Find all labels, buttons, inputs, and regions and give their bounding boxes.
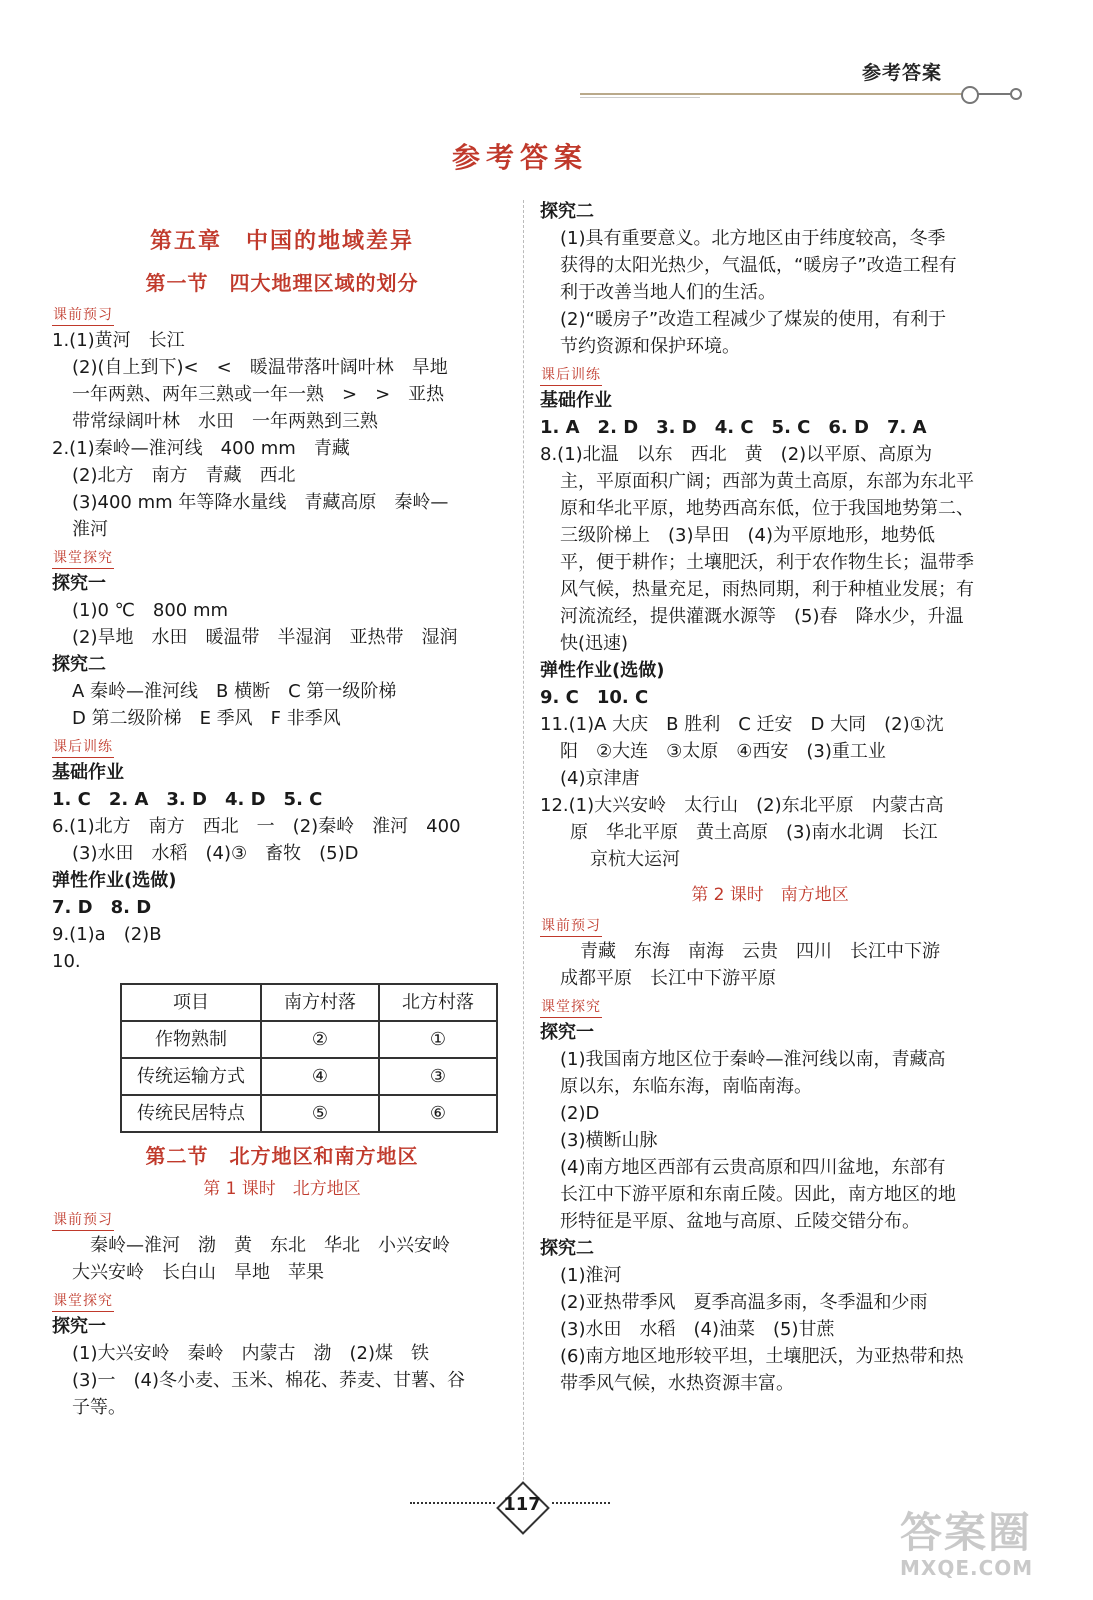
table-cell: 作物熟制 — [121, 1021, 261, 1058]
answer-line: 12.(1)大兴安岭 太行山 (2)东北平原 内蒙古高 — [540, 795, 944, 816]
answer-line: 8.(1)北温 以东 西北 黄 (2)以平原、高原为 — [540, 444, 933, 465]
elastic-homework-title: 弹性作业(选做) — [52, 870, 177, 891]
answer-line: 长江中下游平原和东南丘陵。因此，南方地区的地 — [560, 1184, 956, 1205]
page-title: 参考答案 — [451, 141, 588, 174]
answer-line: 京杭大运河 — [590, 849, 680, 870]
answer-line: (2)(自上到下)< < 暖温带落叶阔叶林 旱地 — [72, 357, 448, 378]
elastic-homework-title: 弹性作业(选做) — [540, 660, 665, 681]
answer-line: 一年两熟、两年三熟或一年一熟 > > 亚热 — [72, 384, 445, 405]
table-cell: ⑤ — [261, 1095, 379, 1132]
lesson-title-1: 第 1 课时 北方地区 — [203, 1179, 361, 1199]
table-cell: ① — [379, 1021, 497, 1058]
table-row — [121, 1095, 497, 1132]
answer-line: 1. C 2. A 3. D 4. D 5. C — [52, 789, 323, 810]
explore-title: 探究二 — [540, 201, 594, 222]
tag-preview: 课前预习 — [540, 916, 602, 937]
answer-line: 秦岭—淮河 渤 黄 东北 华北 小兴安岭 — [90, 1235, 450, 1256]
left-column — [52, 222, 512, 1421]
watermark — [900, 1500, 1080, 1590]
watermark-url: MXQE.COM — [900, 1556, 1034, 1580]
footer-dots-right — [552, 1502, 610, 1504]
header-rule-thin — [580, 97, 700, 98]
basic-homework-title: 基础作业 — [540, 390, 612, 411]
tag-class: 课堂探究 — [540, 997, 602, 1018]
table-row — [121, 1058, 497, 1095]
answer-line: 带季风气候，水热资源丰富。 — [560, 1373, 794, 1394]
chapter-title: 第五章 中国的地域差异 — [149, 229, 414, 254]
answer-line: 大兴安岭 长白山 旱地 苹果 — [72, 1262, 324, 1283]
answer-line: (3)一 (4)冬小麦、玉米、棉花、荞麦、甘薯、谷 — [72, 1370, 465, 1391]
explore-title: 探究一 — [52, 573, 106, 594]
answer-line: 风气候，热量充足，雨热同期，利于种植业发展；有 — [560, 579, 974, 600]
section-title-1: 第一节 四大地理区域的划分 — [145, 271, 419, 295]
footer-dots-left — [410, 1502, 495, 1504]
table-header-cell: 北方村落 — [379, 984, 497, 1021]
answer-line: (2)“暖房子”改造工程减少了煤炭的使用，有利于 — [560, 309, 947, 330]
answer-line: 6.(1)北方 南方 西北 一 (2)秦岭 淮河 400 — [52, 816, 461, 837]
table-header-row — [121, 984, 497, 1021]
table-cell: ④ — [261, 1058, 379, 1095]
answer-line: 淮河 — [72, 519, 108, 540]
answer-line: 子等。 — [72, 1397, 126, 1418]
explore-title: 探究二 — [540, 1238, 594, 1259]
answer-line: 2.(1)秦岭—淮河线 400 mm 青藏 — [52, 438, 350, 459]
answer-line: 7. D 8. D — [52, 897, 152, 918]
basic-homework-title: 基础作业 — [52, 762, 124, 783]
answer-line: (2)北方 南方 青藏 西北 — [72, 465, 296, 486]
answer-line: 10. — [52, 951, 81, 972]
answer-line: 9.(1)a (2)B — [52, 924, 162, 945]
tag-after-class: 课后训练 — [540, 365, 602, 386]
answer-line: 1.(1)黄河 长江 — [52, 330, 185, 351]
explore-title: 探究一 — [52, 1316, 106, 1337]
tag-class: 课堂探究 — [52, 548, 114, 569]
table-row — [121, 1021, 497, 1058]
header-ring-small-icon — [1010, 88, 1022, 100]
answer-line: 1. A 2. D 3. D 4. C 5. C 6. D 7. A — [540, 417, 927, 438]
answer-line: 11.(1)A 大庆 B 胜利 C 迁安 D 大同 (2)①沈 — [540, 714, 944, 735]
table-cell: ⑥ — [379, 1095, 497, 1132]
answer-line: 9. C 10. C — [540, 687, 649, 708]
answer-line: (3)水田 水稻 (4)油菜 (5)甘蔗 — [560, 1319, 835, 1340]
lesson-title-2: 第 2 课时 南方地区 — [691, 885, 849, 905]
answer-line: 原和华北平原，地势西高东低，位于我国地势第二、 — [560, 498, 974, 519]
answer-line: (1)0 ℃ 800 mm — [72, 600, 229, 621]
answer-line: 成都平原 长江中下游平原 — [560, 968, 776, 989]
answer-line: 青藏 东海 南海 云贵 四川 长江中下游 — [580, 941, 940, 962]
answer-line: D 第二级阶梯 E 季风 F 非季风 — [72, 708, 341, 729]
explore-title: 探究二 — [52, 654, 106, 675]
answer-line: (4)京津唐 — [560, 768, 640, 789]
answer-line: 原 华北平原 黄土高原 (3)南水北调 长江 — [570, 822, 938, 843]
answer-line: 主，平原面积广阔；西部为黄土高原，东部为东北平 — [560, 471, 974, 492]
answer-line: 带常绿阔叶林 水田 一年两熟到三熟 — [72, 411, 378, 432]
table-header-cell: 南方村落 — [261, 984, 379, 1021]
table-cell: ③ — [379, 1058, 497, 1095]
table-cell: ② — [261, 1021, 379, 1058]
answer-line: 原以东，东临东海，南临南海。 — [560, 1076, 812, 1097]
page-number: 117 — [503, 1494, 541, 1515]
answer-line: (1)我国南方地区位于秦岭—淮河线以南，青藏高 — [560, 1049, 946, 1070]
answer-line: (4)南方地区西部有云贵高原和四川盆地，东部有 — [560, 1157, 946, 1178]
answer-line: 三级阶梯上 (3)旱田 (4)为平原地形，地势低 — [560, 525, 935, 546]
right-column — [540, 198, 1000, 1397]
header-rule — [580, 93, 970, 95]
header-rule-tail — [978, 93, 1012, 95]
answer-line: (3)横断山脉 — [560, 1130, 658, 1151]
tag-after-class: 课后训练 — [52, 737, 114, 758]
answer-line: A 秦岭—淮河线 B 横断 C 第一级阶梯 — [72, 681, 397, 702]
answer-line: (2)D — [560, 1103, 600, 1124]
answer-line: (6)南方地区地形较平坦，土壤肥沃，为亚热带和热 — [560, 1346, 964, 1367]
answer-line: 利于改善当地人们的生活。 — [560, 282, 776, 303]
answer-line: 阳 ②大连 ③太原 ④西安 (3)重工业 — [560, 741, 886, 762]
header-label: 参考答案 — [862, 62, 943, 84]
answer-line: (1)淮河 — [560, 1265, 622, 1286]
header-ring-icon — [961, 86, 979, 104]
table-cell: 传统运输方式 — [121, 1058, 261, 1095]
answer-line: 获得的太阳光热少，气温低，“暖房子”改造工程有 — [560, 255, 957, 276]
answer-line: (2)亚热带季风 夏季高温多雨，冬季温和少雨 — [560, 1292, 928, 1313]
answer-line: 平，便于耕作；土壤肥沃，利于农作物生长；温带季 — [560, 552, 974, 573]
table-cell: 传统民居特点 — [121, 1095, 261, 1132]
column-divider — [523, 200, 524, 1490]
tag-class: 课堂探究 — [52, 1291, 114, 1312]
answer-line: 快(迅速) — [560, 633, 629, 654]
answer-line: (2)旱地 水田 暖温带 半湿润 亚热带 湿润 — [72, 627, 458, 648]
answer-line: 节约资源和保护环境。 — [560, 336, 740, 357]
tag-preview: 课前预习 — [52, 305, 114, 326]
answer-line: (3)水田 水稻 (4)③ 畜牧 (5)D — [72, 843, 359, 864]
watermark-logo-text: 答案圈 — [900, 1508, 1033, 1557]
answer-table — [120, 983, 498, 1133]
answer-line: 河流流经，提供灌溉水源等 (5)春 降水少，升温 — [560, 606, 964, 627]
answer-line: 形特征是平原、盆地与高原、丘陵交错分布。 — [560, 1211, 920, 1232]
section-title-2: 第二节 北方地区和南方地区 — [145, 1144, 419, 1168]
explore-title: 探究一 — [540, 1022, 594, 1043]
page-number-badge — [497, 1482, 547, 1532]
table-header-cell: 项目 — [121, 984, 261, 1021]
answer-line: (1)具有重要意义。北方地区由于纬度较高，冬季 — [560, 228, 946, 249]
tag-preview: 课前预习 — [52, 1210, 114, 1231]
answer-line: (1)大兴安岭 秦岭 内蒙古 渤 (2)煤 铁 — [72, 1343, 429, 1364]
answer-line: (3)400 mm 年等降水量线 青藏高原 秦岭— — [72, 492, 449, 513]
